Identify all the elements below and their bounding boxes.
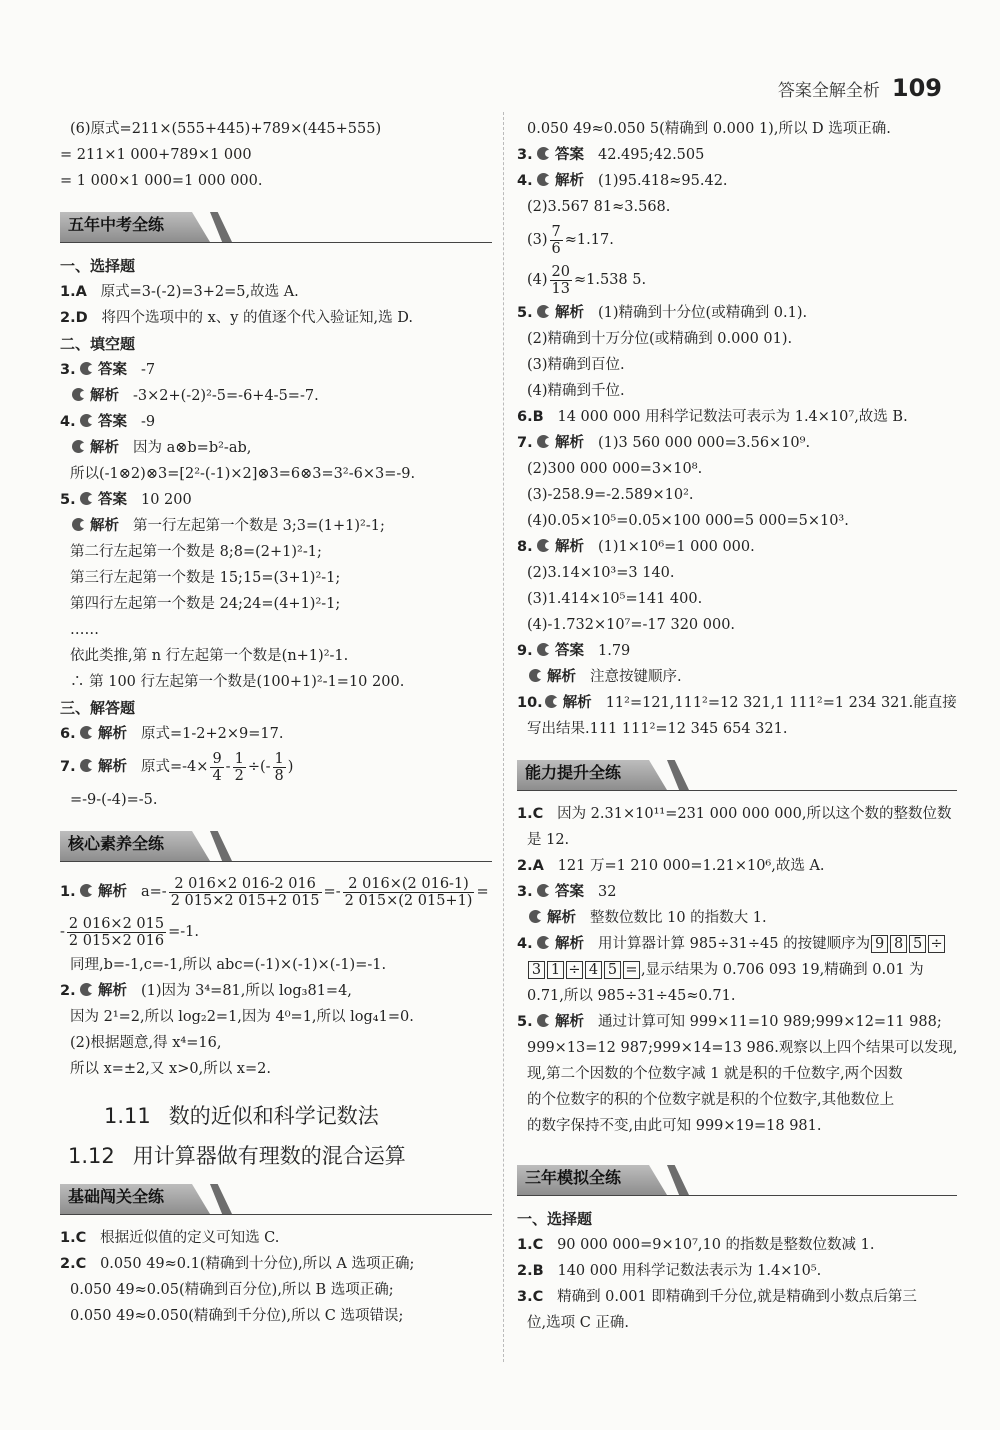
answer-marker-icon [80, 492, 93, 505]
text-line: 所以(-1⊗2)⊗3=[2²-(-1)×2]⊗3=6⊗3=3²-6×3=-9. [70, 466, 416, 482]
section-header-basic [60, 1180, 492, 1215]
text-line: 的个位数字的积的个位数字就是积的个位数字,其他数位上 [527, 1092, 895, 1108]
answer-text: 根据近似值的定义可知选 C. [100, 1230, 280, 1246]
math-text: =- [323, 884, 341, 900]
analysis-text: 11²=121,111²=12 321,1 111²=1 234 321.能直接 [605, 695, 957, 711]
analysis-tag: 解析 [555, 305, 584, 321]
analysis-text: 用计算器计算 985÷31÷45 的按键顺序为 [598, 936, 871, 952]
text-line: (2)精确到十万分位(或精确到 0.000 01). [527, 331, 793, 347]
analysis-marker-icon [80, 983, 93, 996]
text-line: 第四行左起第一个数是 24;24=(4+1)²-1; [70, 596, 341, 612]
answer-marker-icon [537, 643, 550, 656]
question-number: 7. [517, 435, 533, 451]
calculator-key: 4 [585, 961, 602, 979]
text-line: ,显示结果为 0.706 093 19,精确到 0.01 为 [641, 962, 924, 978]
subheading: 一、选择题 [60, 257, 136, 275]
text-line: 0.050 49≈0.050(精确到千分位),所以 C 选项错误; [70, 1308, 404, 1324]
math-text: - [60, 924, 65, 940]
question-number: 2.C [60, 1256, 87, 1272]
answer-text: 90 000 000=9×10⁷,10 的指数是整数位数减 1. [557, 1237, 875, 1253]
question-number: 2. [60, 983, 76, 999]
answer-tag: 答案 [555, 884, 584, 900]
analysis-tag: 解析 [98, 726, 127, 742]
answer-text: 140 000 用科学记数法表示为 1.4×10⁵. [557, 1263, 822, 1279]
text-line: 第三行左起第一个数是 15;15=(3+1)²-1; [70, 570, 341, 586]
question-number: 4. [517, 173, 533, 189]
analysis-marker-icon [537, 305, 550, 318]
text-line: (2)300 000 000=3×10⁸. [527, 461, 703, 477]
answer-tag: 答案 [98, 492, 127, 508]
question-number: 2.A [517, 858, 544, 874]
question-number: 5. [517, 305, 533, 321]
question-number: 4. [517, 936, 533, 952]
text-line: 是 12. [527, 832, 570, 848]
answer-marker-icon [537, 147, 550, 160]
calculator-key: ÷ [928, 935, 945, 953]
answer-text: 42.495;42.505 [598, 147, 705, 163]
answer-text: 14 000 000 用科学记数法可表示为 1.4×10⁷,故选 B. [557, 409, 908, 425]
text-line: 的数字保持不变,由此可知 999×19=18 981. [527, 1118, 822, 1134]
question-number: 1.C [517, 806, 544, 822]
analysis-marker-icon [537, 435, 550, 448]
analysis-tag: 解析 [555, 173, 584, 189]
text-line: = 1 000×1 000=1 000 000. [60, 173, 263, 189]
question-number: 2.B [517, 1263, 544, 1279]
analysis-text: 原式=1-2+2×9=17. [141, 726, 284, 742]
calculator-key: ÷ [566, 961, 583, 979]
section-title: 五年中考全练 [68, 215, 165, 234]
analysis-tag: 解析 [547, 910, 576, 926]
fraction: $\frac{1}{2}$ [234, 750, 244, 784]
math-text: =-1. [168, 924, 199, 940]
section-title: 能力提升全练 [525, 763, 622, 782]
subheading: 三、解答题 [60, 699, 136, 717]
analysis-tag: 解析 [90, 518, 119, 534]
right-column [517, 116, 957, 1336]
analysis-text: (1)1×10⁶=1 000 000. [598, 539, 755, 555]
text-line: (3)-258.9=-2.589×10². [527, 487, 694, 503]
answer-text: 原式=3-(-2)=3+2=5,故选 A. [100, 284, 299, 300]
question-number: 3. [517, 147, 533, 163]
question-number: 1. [60, 884, 76, 900]
answer-text: 0.050 49≈0.1(精确到十分位),所以 A 选项正确; [100, 1256, 415, 1272]
analysis-marker-icon [537, 936, 550, 949]
text-line: (4)-1.732×10⁷=-17 320 000. [527, 617, 736, 633]
calculator-key: 3 [528, 961, 545, 979]
answer-text: 将四个选项中的 x、y 的值逐个代入验证知,选 D. [101, 310, 413, 326]
text-line: 第二行左起第一个数是 8;8=(2+1)²-1; [70, 544, 322, 560]
header-label: 答案全解全析 [777, 81, 880, 101]
fraction: $\frac{2 016\times 2 015}{2 015\times 2 016}$ [68, 915, 165, 949]
calculator-key: 9 [871, 935, 888, 953]
page-number: 109 [891, 74, 942, 102]
section-header-three-year [517, 1161, 957, 1196]
analysis-marker-icon [80, 726, 93, 739]
text-line: 999×13=12 987;999×14=13 986.观察以上四个结果可以发现, [527, 1040, 958, 1056]
analysis-text: (1)3 560 000 000=3.56×10⁹. [598, 435, 811, 451]
analysis-tag: 解析 [555, 539, 584, 555]
question-number: 2.D [60, 310, 88, 326]
question-number: 1.C [60, 1230, 87, 1246]
analysis-tag: 解析 [98, 884, 127, 900]
analysis-marker-icon [72, 518, 85, 531]
analysis-marker-icon [80, 759, 93, 772]
key-sequence [870, 936, 946, 952]
column-divider [503, 112, 504, 1362]
section-header-ability [517, 756, 957, 791]
calculator-key: 5 [909, 935, 926, 953]
text-line: 0.050 49≈0.05(精确到百分位),所以 B 选项正确; [70, 1282, 394, 1298]
analysis-tag: 解析 [90, 388, 119, 404]
analysis-text: 通过计算可知 999×11=10 989;999×12=11 988; [598, 1014, 942, 1030]
question-number: 1.C [517, 1237, 544, 1253]
text-line: 所以 x=±2,又 x>0,所以 x=2. [70, 1061, 271, 1077]
analysis-text: (1)因为 3⁴=81,所以 log₃81=4, [141, 983, 352, 999]
chapter-title-2: 1.12 用计算器做有理数的混合运算 [68, 1144, 406, 1168]
analysis-tag: 解析 [98, 983, 127, 999]
answer-marker-icon [80, 362, 93, 375]
text-line: =-9-(-4)=-5. [70, 792, 158, 808]
analysis-text: (1)95.418≈95.42. [598, 173, 728, 189]
fraction: $\frac{9}{4}$ [212, 750, 222, 784]
analysis-tag: 解析 [555, 435, 584, 451]
section-title: 基础闯关全练 [68, 1187, 165, 1206]
answer-tag: 答案 [555, 643, 584, 659]
analysis-marker-icon [529, 910, 542, 923]
fraction: $\frac{7}{6}$ [551, 223, 561, 257]
text-line: (2)3.14×10³=3 140. [527, 565, 675, 581]
analysis-text: 第一行左起第一个数是 3;3=(1+1)²-1; [133, 518, 385, 534]
answer-text: 121 万=1 210 000=1.21×10⁶,故选 A. [557, 858, 825, 874]
text-line: (6)原式=211×(555+445)+789×(445+555) [70, 121, 382, 137]
analysis-tag: 解析 [555, 1014, 584, 1030]
analysis-marker-icon [72, 440, 85, 453]
answer-text: -7 [141, 362, 156, 378]
answer-tag: 答案 [98, 414, 127, 430]
analysis-marker-icon [72, 388, 85, 401]
chapter-title-1: 1.11 数的近似和科学记数法 [104, 1104, 379, 1128]
fraction-line: (4) $\frac{20}{13}$ ≈1.538 5. [527, 263, 647, 297]
analysis-tag: 解析 [547, 669, 576, 685]
analysis-marker-icon [529, 669, 542, 682]
fraction-line: (3) $\frac{7}{6}$ ≈1.17. [527, 223, 614, 257]
question-number: 5. [60, 492, 76, 508]
subheading: 一、选择题 [517, 1210, 593, 1228]
text-line: ∴ 第 100 行左起第一个数是(100+1)²-1=10 200. [70, 674, 405, 690]
calculator-key: 5 [604, 961, 621, 979]
analysis-text: 注意按键顺序. [590, 669, 682, 685]
answer-text: 1.79 [598, 643, 631, 659]
calculator-key: 1 [547, 961, 564, 979]
text-line: (2)3.567 81≈3.568. [527, 199, 671, 215]
math-text: = [476, 884, 489, 900]
fraction: $\frac{2 016\times(2 016-1)}{2 015\times(2 015+1)}$ [344, 875, 473, 909]
answer-marker-icon [537, 884, 550, 897]
math-text: 原式=-4× [141, 759, 209, 775]
section-title: 三年模拟全练 [525, 1168, 622, 1187]
section-header-five-year [60, 208, 492, 243]
analysis-text: (1)精确到十分位(或精确到 0.1). [598, 305, 808, 321]
math-text: ÷(- [247, 759, 271, 775]
analysis-text: 整数位数比 10 的指数大 1. [590, 910, 767, 926]
answer-text: 32 [598, 884, 617, 900]
analysis-marker-icon [537, 1014, 550, 1027]
question-number: 10. [517, 695, 543, 711]
question-number: 3.C [517, 1289, 544, 1305]
subheading: 二、填空题 [60, 335, 136, 353]
section-header-core [60, 827, 492, 862]
question-number: 3. [60, 362, 76, 378]
math-text: a=- [141, 884, 167, 900]
question-number: 5. [517, 1014, 533, 1030]
fraction: $\frac{1}{8}$ [274, 750, 284, 784]
text-line: 写出结果.111 111²=12 345 654 321. [527, 721, 788, 737]
calculator-key: = [623, 961, 640, 979]
answer-tag: 答案 [98, 362, 127, 378]
analysis-text: -3×2+(-2)²-5=-6+4-5=-7. [133, 388, 319, 404]
left-column [60, 116, 492, 1329]
question-number: 4. [60, 414, 76, 430]
answer-marker-icon [80, 414, 93, 427]
fraction: $\frac{2 016\times 2 016-2 016}{2 015\times 2 015+2 015}$ [170, 875, 320, 909]
analysis-tag: 解析 [555, 936, 584, 952]
page-header [778, 74, 942, 102]
answer-text: -9 [141, 414, 156, 430]
text-line: (4)0.05×10⁵=0.05×100 000=5 000=5×10³. [527, 513, 849, 529]
analysis-marker-icon [537, 173, 550, 186]
analysis-marker-icon [537, 539, 550, 552]
text-line: 0.050 49≈0.050 5(精确到 0.000 1),所以 D 选项正确. [527, 121, 891, 137]
text-line: (2)根据题意,得 x⁴=16, [70, 1035, 222, 1051]
text-line: 依此类推,第 n 行左起第一个数是(n+1)²-1. [70, 648, 349, 664]
text-line: …… [70, 622, 99, 638]
text-line: = 211×1 000+789×1 000 [60, 147, 252, 163]
question-number: 8. [517, 539, 533, 555]
question-number: 6.B [517, 409, 544, 425]
calculator-key: 8 [890, 935, 907, 953]
answer-text: 精确到 0.001 即精确到千分位,就是精确到小数点后第三 [557, 1289, 917, 1305]
text-line: (3)精确到百位. [527, 357, 625, 373]
question-number: 9. [517, 643, 533, 659]
fraction: $\frac{20}{13}$ [551, 263, 570, 297]
analysis-marker-icon [545, 695, 558, 708]
math-text: ) [287, 759, 294, 775]
section-title: 核心素养全练 [68, 834, 165, 853]
analysis-text: 因为 a⊗b=b²-ab, [133, 440, 252, 456]
analysis-tag: 解析 [98, 759, 127, 775]
text-line: 现,第二个因数的个位数字减 1 就是积的千位数字,两个因数 [527, 1066, 903, 1082]
text-line: 位,选项 C 正确. [527, 1315, 630, 1331]
answer-text: 10 200 [141, 492, 192, 508]
analysis-marker-icon [80, 884, 93, 897]
text-line: (4)精确到千位. [527, 383, 625, 399]
text-line: 0.71,所以 985÷31÷45≈0.71. [527, 988, 736, 1004]
question-number: 6. [60, 726, 76, 742]
text-line: (3)1.414×10⁵=141 400. [527, 591, 703, 607]
question-number: 3. [517, 884, 533, 900]
analysis-tag: 解析 [90, 440, 119, 456]
text-line: 同理,b=-1,c=-1,所以 abc=(-1)×(-1)×(-1)=-1. [70, 957, 387, 973]
math-text: - [225, 759, 231, 775]
text-line: 因为 2¹=2,所以 log₂2=1,因为 4⁰=1,所以 log₄1=0. [70, 1009, 414, 1025]
answer-text: 因为 2.31×10¹¹=231 000 000 000,所以这个数的整数位数 [557, 806, 952, 822]
question-number: 7. [60, 759, 76, 775]
analysis-tag: 解析 [562, 695, 592, 711]
answer-tag: 答案 [555, 147, 584, 163]
question-number: 1.A [60, 284, 87, 300]
